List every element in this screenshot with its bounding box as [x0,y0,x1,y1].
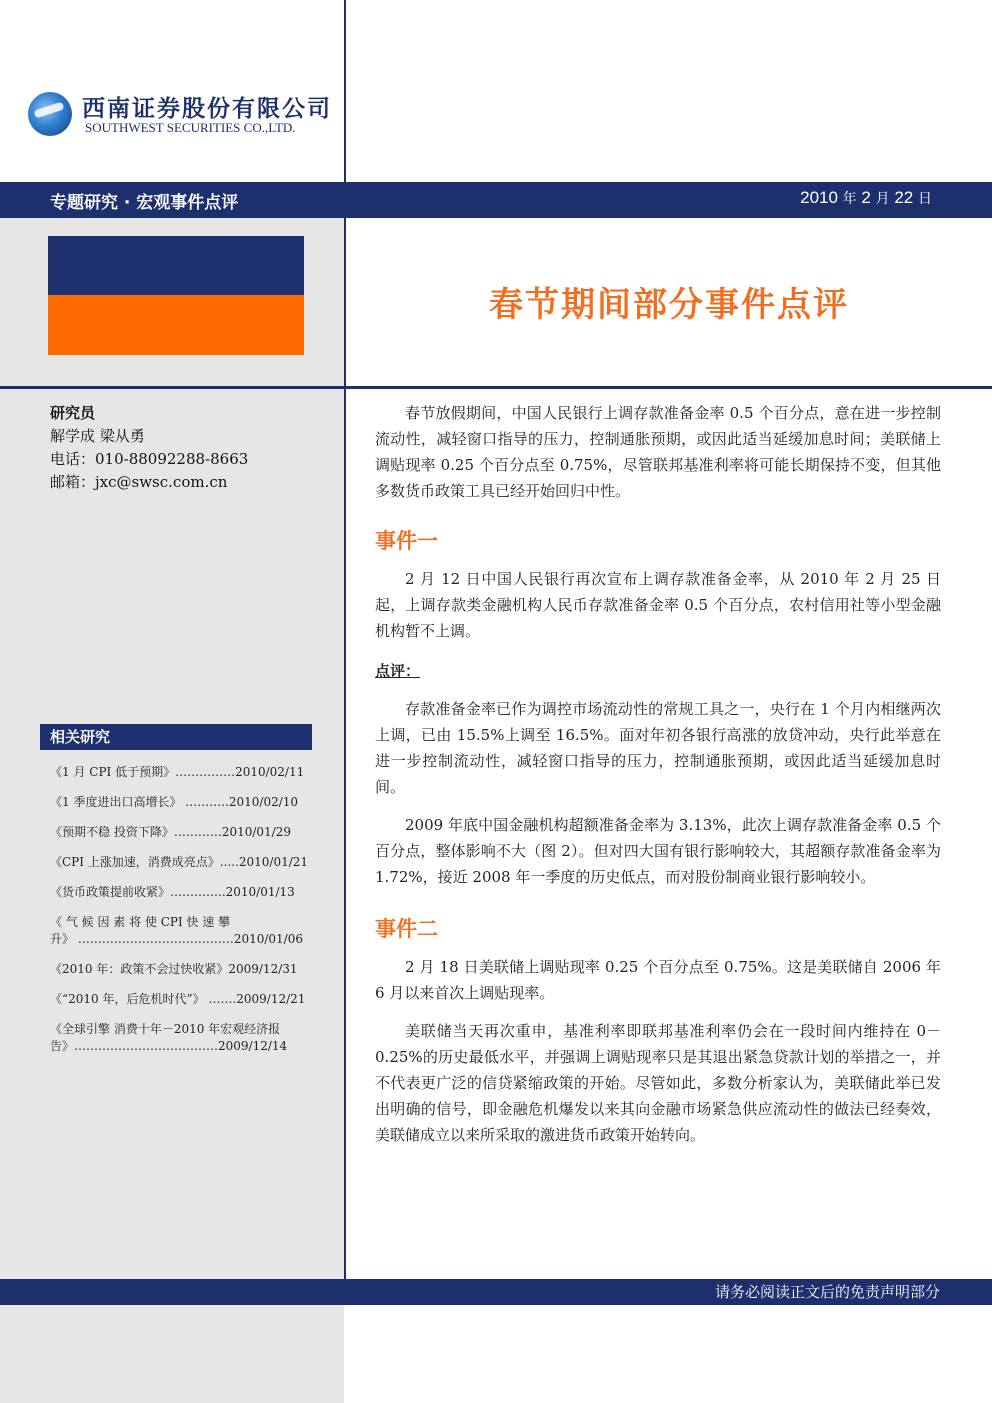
page-title: 春节期间部分事件点评 [489,285,849,325]
comment-label: 点评： [375,662,421,680]
related-item[interactable] [50,1021,302,1055]
related-item[interactable] [50,914,302,948]
comment-paragraph-2: 2009 年底中国金融机构超额准备金率为 3.13%，此次上调存款准备金率 0.5 个百分点，整体影响不大（图 2）。但对四大国有银行影响较大，其超额存款准备金率为 1.72%，接近 2008 年一季度的历史低点，而对股份制商业银行影响较小。 [375,816,941,886]
related-item-line1: 《全球引擎 消费十年－2010 年宏观经济报 [50,1022,281,1036]
footer-disclaimer[interactable]: 请务必阅读正文后的免责声明部分 [714,1283,940,1301]
event1-heading: 事件一 [375,529,438,553]
related-item-line2: 告》………………………………2009/12/14 [50,1039,288,1053]
related-item[interactable]: 《CPI 上涨加速，消费成亮点》.....2010/01/21 [50,855,309,869]
analyst-heading: 研究员 [50,404,96,422]
decor-block-orange [48,295,304,355]
decor-block-navy [48,236,304,295]
event2-paragraph-2: 美联储当天再次重申，基准利率即联邦基准利率仍会在一段时间内维持在 0－0.25%的历史最低水平，并强调上调贴现率只是其退出紧急贷款计划的举措之一，并不代表更广泛的信贷紧缩政策的开始。尽管如此，多数分析家认为，美联储此举已发出明确的信号，即金融危机爆发以来其向金融市场紧急供应流动性的做法已经奏效，美联储成立以来所采取的激进货币政策开始转向。 [375,1022,941,1144]
event1-paragraph: 2 月 12 日中国人民银行再次宣布上调存款准备金率，从 2010 年 2 月 25 日起，上调存款类金融机构人民币存款准备金率 0.5 个百分点，农村信用社等小型金融机构暂不上调。 [375,570,941,640]
logo-area [0,0,344,182]
related-item[interactable]: 《1 月 CPI 低于预期》……………2010/02/11 [50,765,305,779]
related-item[interactable]: 《2010 年：政策不会过快收紧》2009/12/31 [50,962,298,976]
related-item-line2: 升》 …………………………………2010/01/06 [50,932,303,946]
event2-heading: 事件二 [375,917,438,941]
company-logo-icon [28,92,72,136]
main-content [375,400,941,1148]
analyst-email[interactable]: 邮箱：jxc@swsc.com.cn [50,473,228,491]
comment-paragraph-1: 存款准备金率已作为调控市场流动性的常规工具之一，央行在 1 个月内相继两次上调，已由 15.5%上调至 16.5%。面对年初各银行高涨的放贷冲动，央行此举意在进一步控制流动性，减轻窗口指导的压力，控制通胀预期，或因此适当延缓加息时间。 [375,700,941,796]
company-name-cn: 西南证券股份有限公司 [82,96,332,122]
related-research-heading: 相关研究 [40,724,312,750]
related-research-list [50,764,309,1068]
event2-paragraph: 2 月 18 日美联储上调贴现率 0.25 个百分点至 0.75%。这是美联储自 2006 年 6 月以来首次上调贴现率。 [375,958,941,1002]
header-rule [0,386,992,389]
analyst-info [50,402,248,494]
related-item-line1: 《 气 候 因 素 将 使 CPI 快 速 攀 [50,915,231,929]
related-item[interactable]: 《货币政策提前收紧》…………..2010/01/13 [50,885,295,899]
related-item[interactable]: 《“2010 年，后危机时代”》 …….2009/12/21 [50,992,306,1006]
analyst-names: 解学成 梁从勇 [50,427,145,445]
report-category: 专题研究 · 宏观事件点评 [50,193,239,213]
related-item[interactable]: 《1 季度进出口高增长》 ………..2010/02/10 [50,795,299,809]
intro-paragraph: 春节放假期间，中国人民银行上调存款准备金率 0.5 个百分点，意在进一步控制流动性，减轻窗口指导的压力，控制通胀预期，或因此适当延缓加息时间；美联储上调贴现率 0.25 个百分点至 0.75%，尽管联邦基准利率将可能长期保持不变，但其他多数货币政策工具已经开始回归中性。 [375,404,941,500]
related-item[interactable]: 《预期不稳 投资下降》…………2010/01/29 [50,825,291,839]
analyst-phone: 电话：010-88092288-8663 [50,450,249,468]
report-date: 2010 年 2 月 22 日 [800,188,932,207]
company-name-en: SOUTHWEST SECURITIES CO.,LTD. [85,120,296,135]
